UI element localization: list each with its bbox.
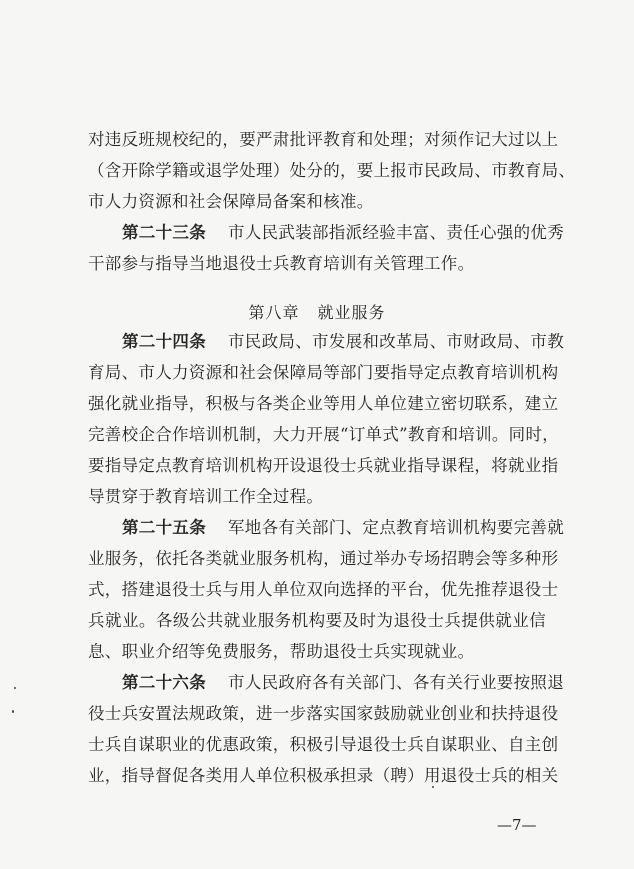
- scan-speck: [12, 710, 14, 713]
- article-25-first-line: [88, 512, 564, 543]
- article-26-text: 市人民政府各有关部门、各有关行业要按照退: [228, 673, 564, 692]
- article-23-text: 市人民武装部指派经验丰富、责任心强的优秀: [228, 223, 564, 242]
- article-23-first-line: [88, 217, 564, 248]
- text-line: 息、职业介绍等免费服务，帮助退役士兵实现就业。: [88, 642, 475, 661]
- article-25-text: 军地各有关部门、定点教育培训机构要完善就: [228, 518, 564, 537]
- text-line: 业服务，依托各类就业服务机构，通过举办专场招聘会等多种形: [88, 549, 559, 568]
- article-26-number: 第二十六条: [122, 673, 206, 692]
- text-line: 完善校企合作培训机制，大力开展“订单式”教育和培训。同时，: [88, 425, 560, 444]
- scan-speck: [432, 786, 434, 788]
- page-number: —7—: [497, 816, 537, 834]
- article-25-number: 第二十五条: [122, 518, 206, 537]
- article-26-first-line: [88, 667, 564, 698]
- text-line: 业，指导督促各类用人单位积极承担录（聘）用退役士兵的相关: [88, 766, 559, 785]
- article-24-number: 第二十四条: [122, 332, 206, 351]
- text-line: 市人力资源和社会保障局备案和核准。: [88, 192, 374, 211]
- text-line: 强化就业指导，积极与各类企业等用人单位建立密切联系，建立: [88, 394, 559, 413]
- text-line: 导贯穿于教育培训工作全过程。: [88, 487, 324, 506]
- text-line: 对违反班规校纪的，要严肃批评教育和处理；对须作记大过以上: [88, 130, 559, 149]
- text-block-main: [88, 326, 564, 791]
- chapter-heading: [0, 300, 634, 323]
- article-23-number: 第二十三条: [122, 223, 206, 242]
- text-line: 干部参与指导当地退役士兵教育培训有关管理工作。: [88, 254, 475, 273]
- text-line: （含开除学籍或退学处理）处分的，要上报市民政局、市教育局、: [88, 161, 576, 180]
- text-line: 式，搭建退役士兵与用人单位双向选择的平台，优先推荐退役士: [88, 580, 559, 599]
- chapter-number: 第八章: [248, 303, 300, 322]
- text-line: 士兵自谋职业的优惠政策，积极引导退役士兵自谋职业、自主创: [88, 735, 559, 754]
- text-line: 育局、市人力资源和社会保障局等部门要指导定点教育培训机构: [88, 363, 559, 382]
- article-24-first-line: [88, 326, 564, 357]
- chapter-title: 就业服务: [317, 303, 386, 322]
- text-block-top: [88, 124, 576, 279]
- text-line: 兵就业。各级公共就业服务机构要及时为退役士兵提供就业信: [88, 611, 546, 630]
- article-24-text: 市民政局、市发展和改革局、市财政局、市教: [228, 332, 564, 351]
- scan-speck: [14, 687, 16, 689]
- text-line: 要指导定点教育培训机构开设退役士兵就业指导课程，将就业指: [88, 456, 559, 475]
- text-line: 役士兵安置法规政策，进一步落实国家鼓励就业创业和扶持退役: [88, 704, 559, 723]
